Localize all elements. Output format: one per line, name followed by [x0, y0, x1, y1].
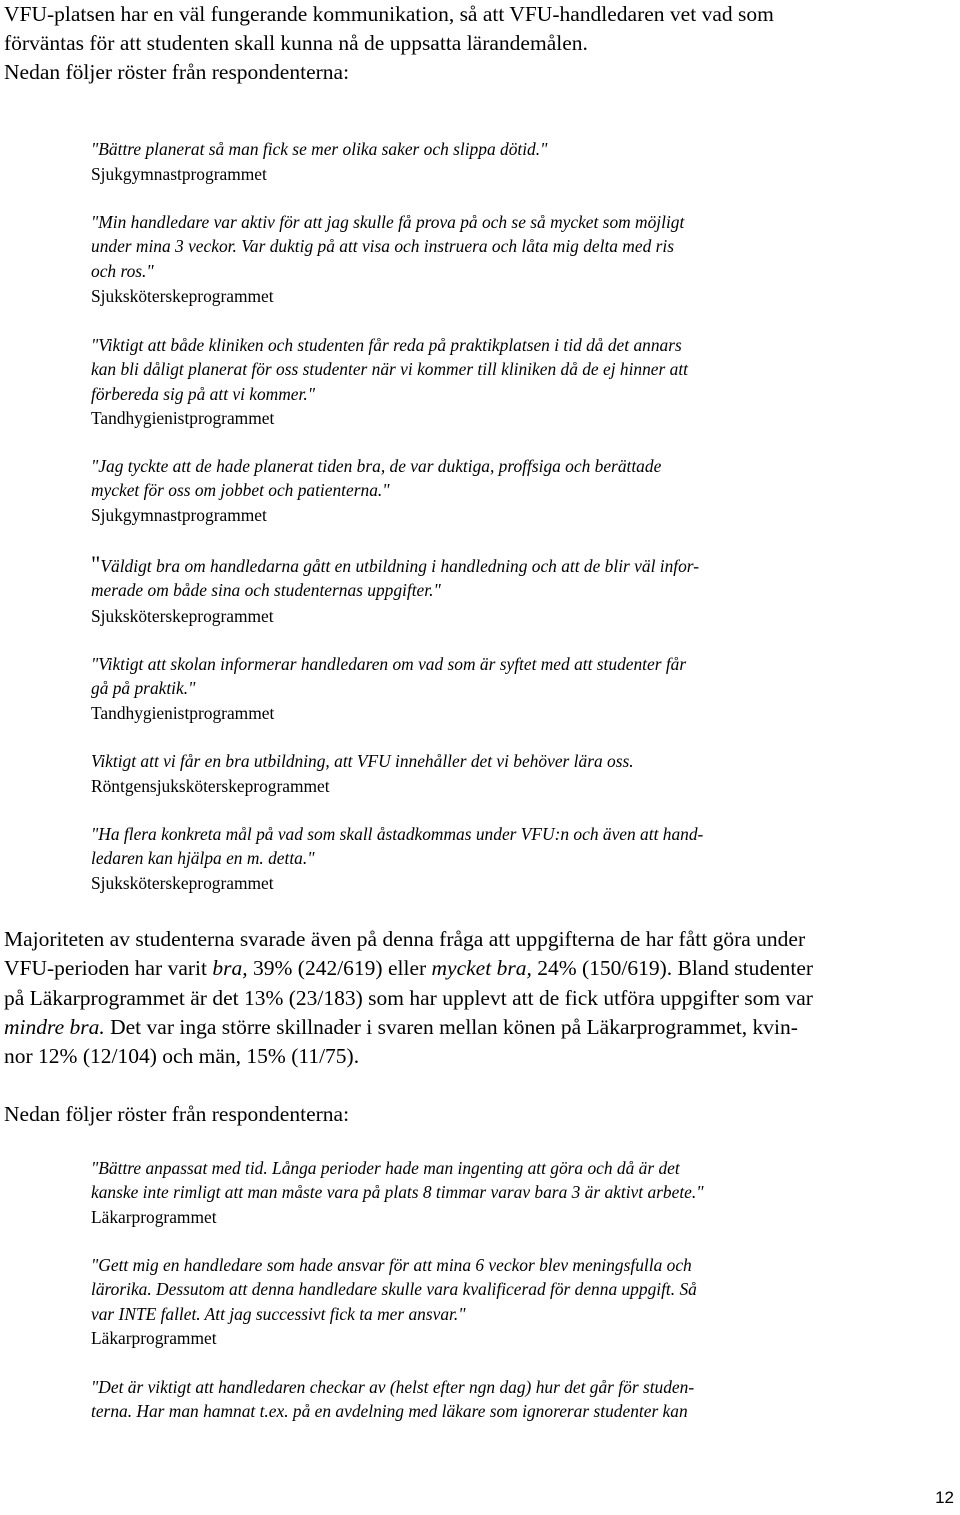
quote-line: "Bättre anpassat med tid. Långa perioder hade man ingenting att göra och då är det [91, 1158, 680, 1178]
intro-line: VFU-platsen har en väl fungerande kommunikation, så att VFU-handledaren vet vad som [4, 2, 774, 26]
summary-emphasis: mindre bra. [4, 1014, 105, 1039]
quote-line: och ros." [91, 260, 154, 281]
quote-line: merade om både sina och studenternas uppgifter." [91, 580, 441, 601]
summary-text: VFU-perioden har varit [4, 956, 213, 981]
quote-source: Sjukgymnastprogrammet [91, 164, 267, 184]
quote-line: mycket för oss om jobbet och patienterna." [91, 480, 390, 501]
quote-line: var INTE fallet. Att jag successivt fick ta mer ansvar." [91, 1303, 466, 1324]
quote-line: förbereda sig på att vi kommer." [91, 383, 316, 404]
quote-line [91, 553, 838, 578]
quote-line: Viktigt att vi får en bra utbildning, att VFU innehåller det vi behöver lära oss. [91, 751, 634, 771]
quote [91, 1253, 838, 1326]
summary-line [4, 1013, 956, 1042]
quote-source: Tandhygienistprogrammet [91, 408, 275, 428]
page-number: 12 [935, 1488, 954, 1507]
quote-line: kan bli dåligt planerat för oss studenter när vi kommer till kliniken då de ej hinner att [91, 359, 689, 380]
quote-line: "Viktigt att skolan informerar handledaren om vad som är syftet med att studenter får [91, 654, 687, 674]
quote [91, 137, 838, 161]
summary-line: nor 12% (12/104) och män, 15% (11/75). [4, 1044, 360, 1069]
quote [91, 749, 838, 773]
summary-text: Det var inga större skillnader i svaren mellan könen på Läkarprogrammet, kvin- [104, 1014, 798, 1039]
quote-source: Läkarprogrammet [91, 1207, 217, 1227]
quote-line: gå på praktik." [91, 678, 196, 699]
intro-line: förväntas för att studenten skall kunna nå de uppsatta lärandemålen. [4, 31, 588, 56]
quote-line: under mina 3 veckor. Var duktig på att visa och instruera och låta mig delta med ris [91, 236, 675, 257]
summary-line: Majoriteten av studenterna svarade även på denna fråga att uppgifterna de har fått göra under [4, 927, 806, 951]
summary-text: 39% (242/619) eller [247, 956, 432, 981]
quote-line-text: Väldigt bra om handledarna gått en utbildning i handledning och att de blir väl infor- [100, 556, 700, 576]
quote [91, 1375, 838, 1424]
quote [91, 454, 838, 503]
quote-line: "Ha flera konkreta mål på vad som skall åstadkommas under VFU:n och även att hand- [91, 824, 704, 844]
quote-line: terna. Har man hamnat t.ex. på en avdelning med läkare som ignorerar studenter kan [91, 1401, 688, 1422]
quote-line: "Min handledare var aktiv för att jag skulle få prova på och se så mycket som möjligt [91, 212, 685, 232]
summary-emphasis: bra, [212, 956, 248, 981]
quote-line: lärorika. Dessutom att denna handledare skulle vara kvalificerad för denna uppgift. Så [91, 1279, 697, 1300]
quote-source: Tandhygienistprogrammet [91, 703, 275, 723]
summary-emphasis: mycket bra, [431, 956, 532, 981]
summary-paragraph [4, 925, 956, 1071]
quote-line: "Bättre planerat så man fick se mer olika saker och slippa dötid." [91, 139, 548, 159]
quote-line: kanske inte rimligt att man måste vara på plats 8 timmar varav bara 3 är aktivt arbete." [91, 1182, 704, 1203]
quote-line: ledaren kan hjälpa en m. detta." [91, 848, 315, 869]
quote-line: "Det är viktigt att handledaren checkar av (helst efter ngn dag) hur det går för studen- [91, 1377, 695, 1397]
quote-line: "Gett mig en handledare som hade ansvar för att mina 6 veckor blev meningsfulla och [91, 1255, 692, 1275]
quote [91, 652, 838, 701]
quote-source: Sjukgymnastprogrammet [91, 505, 267, 525]
quote-source: Sjuksköterskeprogrammet [91, 873, 274, 893]
quote-source: Sjuksköterskeprogrammet [91, 286, 274, 306]
quote [91, 553, 838, 603]
section-heading: Nedan följer röster från respondenterna: [4, 1102, 350, 1126]
summary-line [4, 954, 956, 983]
quote-line: "Jag tyckte att de hade planerat tiden bra, de var duktiga, proffsiga och berättade [91, 456, 662, 476]
intro-paragraph [4, 0, 956, 59]
section-heading: Nedan följer röster från respondenterna: [4, 60, 350, 84]
quote-line: "Viktigt att både kliniken och studenten får reda på praktikplatsen i tid då det annars [91, 335, 682, 355]
summary-text: 24% (150/619). Bland studenter [531, 956, 814, 981]
quote [91, 210, 838, 283]
quote [91, 333, 838, 406]
quote [91, 1156, 838, 1205]
quote-source: Sjuksköterskeprogrammet [91, 606, 274, 626]
quote-source: Röntgensjuksköterskeprogrammet [91, 776, 330, 796]
quote-source: Läkarprogrammet [91, 1328, 217, 1348]
summary-line: på Läkarprogrammet är det 13% (23/183) som har upplevt att de fick utföra uppgifter som var [4, 985, 813, 1010]
open-quote-mark: " [91, 552, 101, 577]
quote [91, 822, 838, 871]
